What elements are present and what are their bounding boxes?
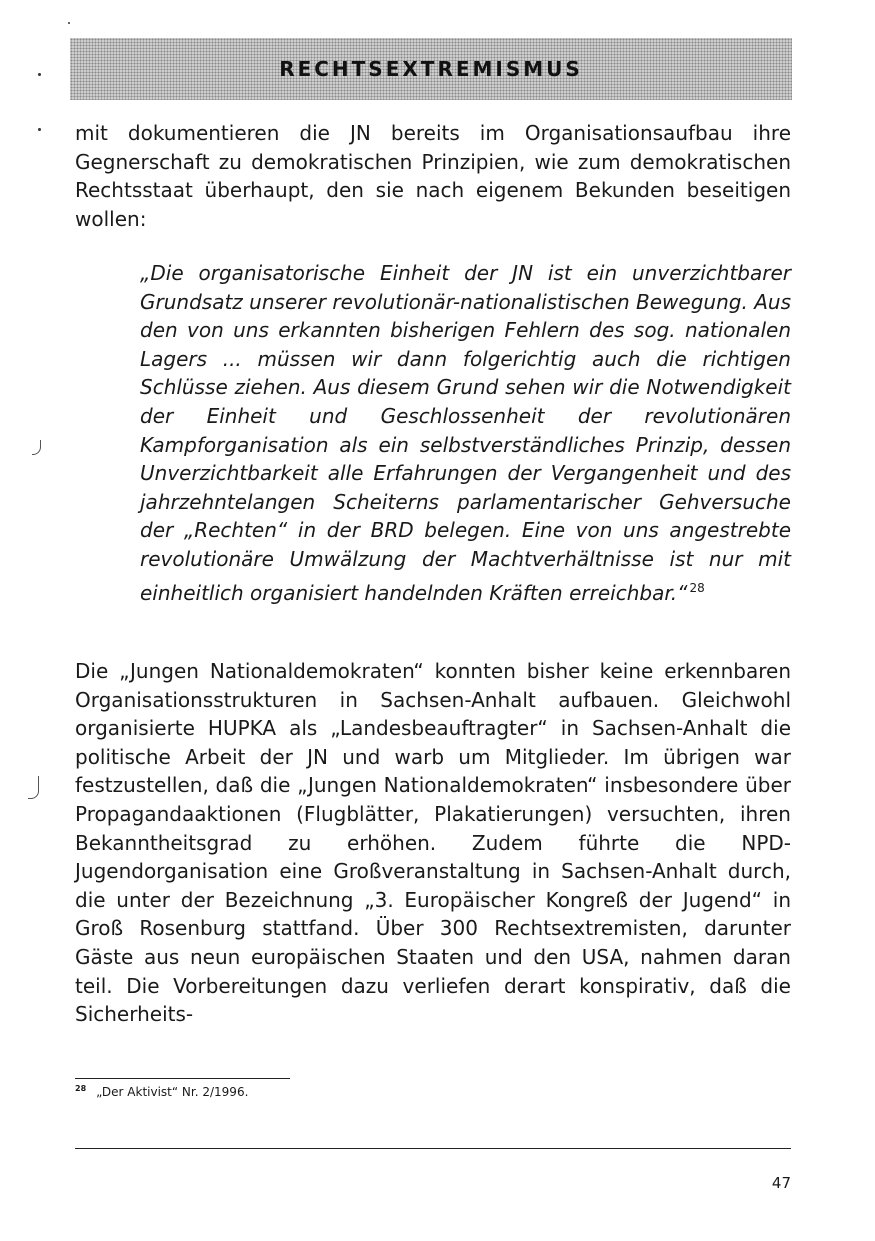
page-divider [75,1148,791,1149]
footnote-text: „Der Aktivist“ Nr. 2/1996. [96,1085,249,1099]
block-quote [140,259,791,607]
scan-speck [68,22,70,24]
paragraph-intro: mit dokumentieren die JN bereits im Organisationsaufbau ihre Gegnerschaft zu demokratischen Prinzipien, wie zum demokratischen Rechtsstaat überhaupt, den sie nach eigenem Bekunden beseitigen wollen: [75,121,791,231]
footnote [75,1084,248,1099]
margin-mark [32,440,41,455]
section-title: RECHTSEXTREMISMUS [279,57,583,81]
scan-speck [38,73,41,76]
footnote-number: 28 [75,1084,87,1093]
scan-speck [38,128,41,131]
footnote-divider [75,1078,290,1079]
paragraph-main: Die „Jungen Nationaldemokraten“ konnten bisher keine erkennbaren Organisationsstrukturen in Sachsen-Anhalt aufbauen. Gleichwohl organisierte HUPKA als „Landesbeauftragter“ in Sachsen-Anhalt die politische Arbeit der JN und warb um Mitglieder. Im übrigen war festzustellen, daß die „Jungen Nationaldemokraten“ insbesondere über Propagandaaktionen (Flugblätter, Plakatierungen) versuchten, ihren Bekanntheitsgrad zu erhöhen. Zudem führte die NPD-Jugendorganisation eine Großveranstaltung in Sachsen-Anhalt durch, die unter der Bezeichnung „3. Europäischer Kongreß der Jugend“ in Groß Rosenburg stattfand. Über 300 Rechtsextremisten, darunter Gäste aus neun europäischen Staaten und den USA, nahmen daran teil. Die Vorbereitungen dazu verliefen derart konspirativ, daß die Sicherheits- [75,659,791,1027]
quote-text: „Die organisatorische Einheit der JN ist ein unverzichtbarer Grundsatz unserer revolutionär-nationalistischen Bewegung. Aus den von uns erkannten bisherigen Fehlern des sog. nationalen Lagers ... müssen wir dann folgerichtig auch die richtigen Schlüsse ziehen. Aus diesem Grund sehen wir die Notwendigkeit der Einheit und Geschlossenheit der revolutionären Kampforganisation als ein selbstverständliches Prinzip, dessen Unverzichtbarkeit alle Erfahrungen der Vergangenheit und des jahrzehntelangen Scheiterns parlamentarischer Gehversuche der „Rechten“ in der BRD belegen. Eine von uns angestrebte revolutionäre Umwälzung der Machtverhältnisse ist nur mit einheitlich organisiert handelnden Kräften erreichbar.“ [140,261,791,605]
header-band [70,38,792,100]
margin-mark [28,776,39,799]
footnote-reference: 28 [689,580,705,595]
page-number: 47 [771,1174,791,1192]
